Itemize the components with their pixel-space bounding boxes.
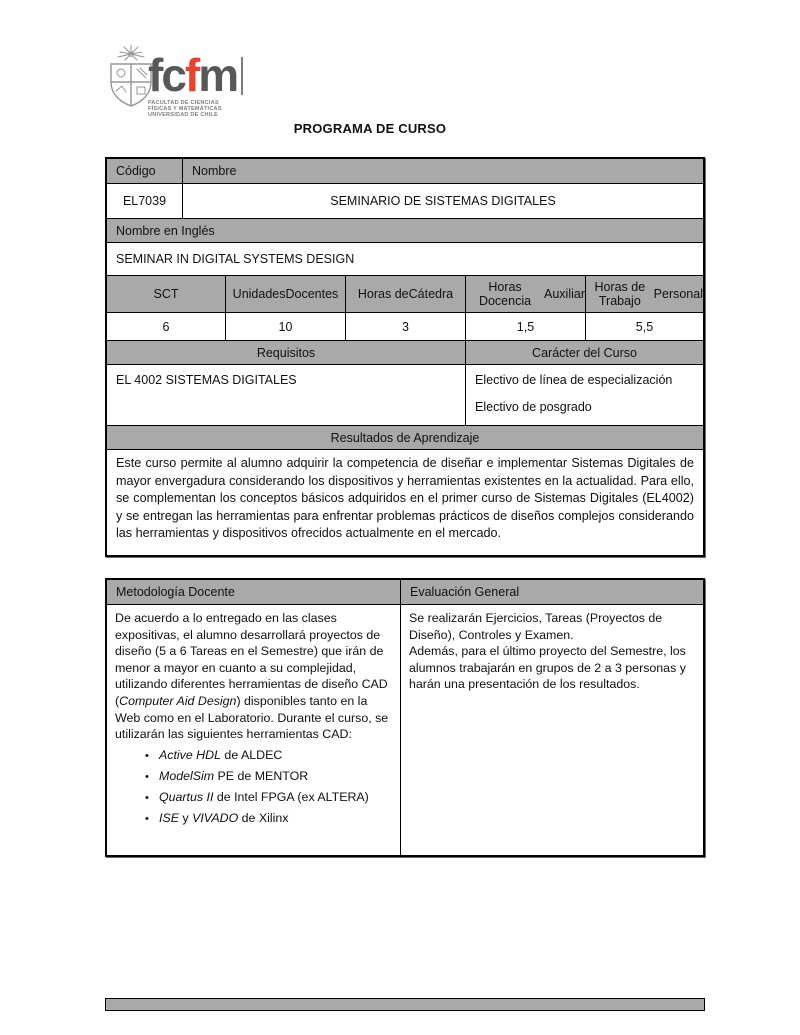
evaluacion-header: Evaluación General [400, 580, 703, 604]
metodologia-text [107, 605, 400, 855]
sct-header: SCT [107, 276, 225, 312]
sct-value: 6 [162, 319, 170, 334]
course-info-table [105, 157, 705, 557]
caracter-values: Electivo de línea de especialización Electivo de posgrado [465, 365, 703, 425]
horas-catedra-value: 3 [345, 313, 465, 340]
codigo-header: Código [107, 159, 182, 183]
resultados-header: Resultados de Aprendizaje [107, 426, 703, 449]
requisitos-header: Requisitos [107, 341, 465, 364]
fcfm-logotype [148, 49, 243, 101]
horas-trabajo-header: Horas de Trabajo Personal [585, 276, 703, 312]
unidades-docentes-value: 10 [225, 313, 345, 340]
english-name-header: Nombre en Inglés [107, 219, 703, 242]
cad-tools-list: • Active HDL de ALDEC • ModelSim PE de MENTOR • Quartus II de Intel FPGA (ex ALTERA) • ISE y VIVADO de Xilinx [145, 747, 369, 825]
logo-divider-bar [241, 57, 243, 95]
english-name-value: SEMINAR IN DIGITAL SYSTEMS DESIGN [116, 252, 355, 266]
resultados-text: Este curso permite al alumno adquirir la competencia de diseñar e implementar Sistemas Digitales de mayor envergadura considerando los dispositivos y herramientas existentes en la actualidad. Para ello, se complementan los conceptos básicos adquiridos en el primer curso de Sistemas Digitales (EL4002) y se entregan las herramientas para enfrentar problemas prácticos de diseños complejos considerando las herramientas y dispositivos ofrecidos actualmente en el mercado. [116, 456, 694, 541]
horas-docencia-value: 1,5 [465, 313, 585, 340]
horas-docencia-header: Horas Docencia Auxiliar [465, 276, 585, 312]
nombre-header: Nombre [182, 159, 703, 183]
faculty-caption: FACULTAD DE CIENCIAS FÍSICAS Y MATEMÁTICAS UNIVERSIDAD DE CHILE [148, 100, 222, 118]
metodologia-paragraph: De acuerdo a lo entregado en las clases expositivas, el alumno desarrollará proyectos de diseño (5 a 6 Tareas en el Semestre) que irán de menor a mayor en cuanto a su complejidad, utilizando diferentes herramientas de diseño CAD (Computer Aid Design) disponibles tanto en la Web como en el Laboratorio. Durante el curso, se utilizarán las siguientes herramientas CAD: [115, 611, 389, 742]
next-table-header-sliver [105, 998, 705, 1011]
horas-trabajo-value: 5,5 [585, 313, 703, 340]
requisitos-value: EL 4002 SISTEMAS DIGITALES [116, 373, 297, 387]
unidades-docentes-header: Unidades Docentes [225, 276, 345, 312]
caracter-header: Carácter del Curso [465, 341, 703, 364]
methodology-table [105, 578, 705, 857]
fcfm-letters: fcfm [148, 49, 238, 101]
horas-catedra-header: Horas de Cátedra [345, 276, 465, 312]
logo-text-block [148, 44, 243, 119]
metodologia-header: Metodología Docente [107, 580, 400, 604]
page-title: PROGRAMA DE CURSO [293, 121, 447, 136]
university-logo [104, 44, 243, 119]
codigo-value: EL7039 [122, 194, 167, 208]
evaluacion-text: Se realizarán Ejercicios, Tareas (Proyectos de Diseño), Controles y Examen. Además, para el último proyecto del Semestre, los alumnos trabajarán en grupos de 2 a 3 personas y harán una presentación de los resultados. [400, 605, 703, 855]
nombre-value: SEMINARIO DE SISTEMAS DIGITALES [182, 184, 703, 218]
